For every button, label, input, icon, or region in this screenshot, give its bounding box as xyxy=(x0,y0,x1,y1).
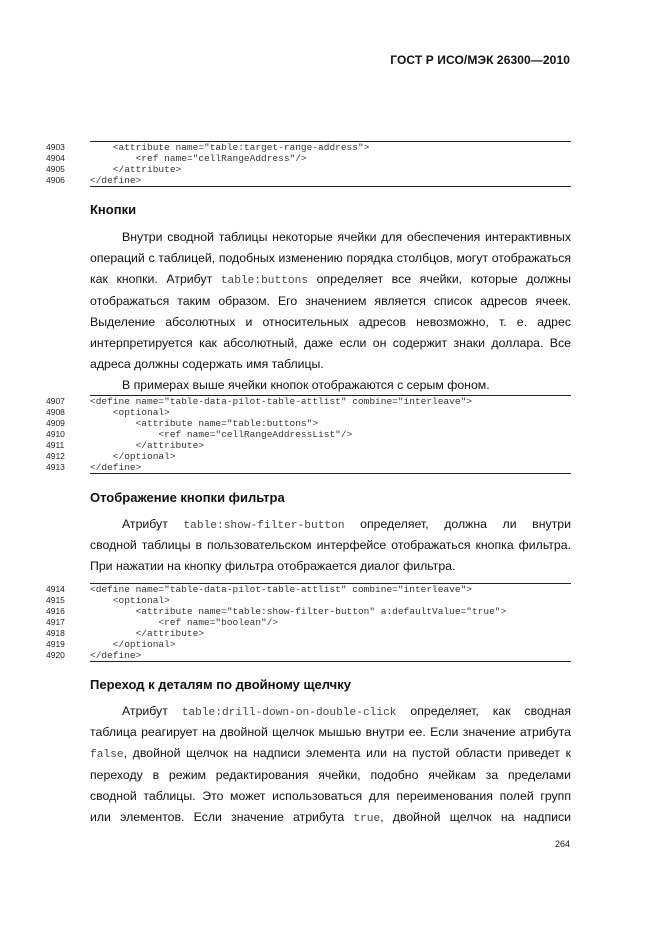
code-line xyxy=(46,595,571,606)
section-heading-buttons: Кнопки xyxy=(90,202,137,217)
code-line xyxy=(46,650,571,661)
standard-header: ГОСТ Р ИСО/МЭК 26300—2010 xyxy=(390,53,570,67)
page-number: 264 xyxy=(554,839,570,849)
line-number: 4918 xyxy=(46,628,65,638)
line-number: 4912 xyxy=(46,451,65,461)
code-line xyxy=(46,153,571,164)
inline-code: table:buttons xyxy=(220,275,309,288)
line-number: 4905 xyxy=(46,164,65,174)
line-number: 4915 xyxy=(46,595,65,605)
text-line xyxy=(90,514,571,535)
text-line: таблица реагирует на двойной щелчок мышью внутри ее. Если значение атрибута xyxy=(90,725,571,740)
inline-code: table:drill-down-on-double-click xyxy=(181,707,397,719)
code-line xyxy=(46,440,571,451)
line-number: 4906 xyxy=(46,175,65,185)
text-fragment: определяет, должна ли внутри xyxy=(344,517,571,531)
text-fragment: , двойной щелчок на надписи xyxy=(380,809,571,824)
code-line xyxy=(46,164,571,175)
text-line: Внутри сводной таблицы некоторые ячейки для обеспечения интерактивных xyxy=(122,230,571,244)
text-fragment: , двойной щелчок на надписи элемента или на пустой области приведет к xyxy=(123,746,571,761)
line-number: 4913 xyxy=(46,462,65,472)
paragraph-drilldown xyxy=(90,701,571,828)
inline-code: table:show-filter-button xyxy=(183,520,345,532)
text-line: сводной таблицы. Это может использоваться для переименования полей групп xyxy=(90,788,571,803)
code-line xyxy=(46,429,571,440)
code-line xyxy=(46,451,571,462)
text-line xyxy=(90,701,571,722)
code-text: <ref name="boolean"/> xyxy=(90,617,279,628)
section-heading-drilldown: Переход к деталям по двойному щелчку xyxy=(90,677,351,692)
code-line xyxy=(46,407,571,418)
paragraph-filter xyxy=(90,514,571,578)
line-number: 4916 xyxy=(46,606,65,616)
text-fragment: или элементов. Если значение атрибута xyxy=(90,809,354,824)
text-line: операций с таблицей, подобных изменению порядка столбцов, могут отображаться xyxy=(90,251,571,266)
code-text: <optional> xyxy=(90,407,170,418)
inline-code: false xyxy=(90,749,124,762)
paragraph-buttons xyxy=(90,227,571,397)
code-text: <define name="table-data-pilot-table-attlist" combine="interleave"> xyxy=(90,396,472,407)
line-number: 4903 xyxy=(46,142,65,152)
code-line xyxy=(46,175,571,186)
inline-code: true xyxy=(353,812,381,825)
code-text: </define> xyxy=(90,462,142,473)
line-number: 4909 xyxy=(46,418,65,428)
code-text: </optional> xyxy=(90,451,176,462)
text-fragment: как кнопки. Атрибут xyxy=(90,272,221,287)
text-line xyxy=(90,743,571,764)
text-fragment: определяет, как сводная xyxy=(396,704,571,718)
code-line xyxy=(46,606,571,617)
code-text: <attribute name="table:buttons"> xyxy=(90,418,319,429)
line-number: 4904 xyxy=(46,153,65,163)
code-text: </define> xyxy=(90,650,142,661)
line-number: 4907 xyxy=(46,396,65,406)
code-text: </attribute> xyxy=(90,440,205,451)
line-number: 4917 xyxy=(46,617,65,627)
text-fragment: Атрибут xyxy=(122,704,182,718)
section-heading-filter: Отображение кнопки фильтра xyxy=(90,490,285,505)
code-text: </define> xyxy=(90,175,142,186)
line-number: 4919 xyxy=(46,639,65,649)
text-line: интерпретируется как абсолютный, даже если он содержит знаки доллара. Все xyxy=(90,335,571,350)
text-line xyxy=(90,269,571,290)
code-line xyxy=(46,396,571,407)
code-text: <attribute name="table:target-range-address"> xyxy=(90,142,370,153)
code-line xyxy=(46,617,571,628)
code-line xyxy=(46,418,571,429)
text-line: адреса должны содержать имя таблицы. xyxy=(90,357,324,372)
text-line: переходу в режим редактирования ячейки, подобно ячейкам за пределами xyxy=(90,767,571,782)
code-line xyxy=(46,639,571,650)
line-number: 4911 xyxy=(46,440,65,450)
code-listing-3 xyxy=(46,583,571,662)
line-number: 4908 xyxy=(46,407,65,417)
text-line: В примерах выше ячейки кнопок отображаются с серым фоном. xyxy=(122,378,490,393)
code-text: <ref name="cellRangeAddressList"/> xyxy=(90,429,353,440)
text-line xyxy=(90,807,571,828)
code-text: <define name="table-data-pilot-table-attlist" combine="interleave"> xyxy=(90,584,472,595)
code-text: </attribute> xyxy=(90,164,182,175)
line-number: 4920 xyxy=(46,650,65,660)
code-text: </optional> xyxy=(90,639,176,650)
code-text: <ref name="cellRangeAddress"/> xyxy=(90,153,307,164)
code-line xyxy=(46,584,571,595)
code-text: <optional> xyxy=(90,595,170,606)
code-listing-2 xyxy=(46,395,571,474)
text-line: отображаться таким образом. Его значением является список адресов ячеек. xyxy=(90,293,571,308)
code-text: <attribute name="table:show-filter-button" a:defaultValue="true"> xyxy=(90,606,507,617)
text-line: сводной таблицы в пользовательском интерфейсе отображаться кнопка фильтра. xyxy=(90,538,571,553)
code-text: </attribute> xyxy=(90,628,205,639)
line-number: 4910 xyxy=(46,429,65,439)
code-listing-1 xyxy=(46,141,571,187)
line-number: 4914 xyxy=(46,584,65,594)
code-line xyxy=(46,142,571,153)
text-fragment: Атрибут xyxy=(122,517,184,531)
text-line: Выделение абсолютных и относительных адресов невозможно, т. е. адрес xyxy=(90,314,571,329)
text-fragment: определяет все ячейки, которые должны xyxy=(308,272,571,287)
code-line xyxy=(46,628,571,639)
code-line xyxy=(46,462,571,473)
text-line: При нажатии на кнопку фильтра отображается диалог фильтра. xyxy=(90,559,456,574)
